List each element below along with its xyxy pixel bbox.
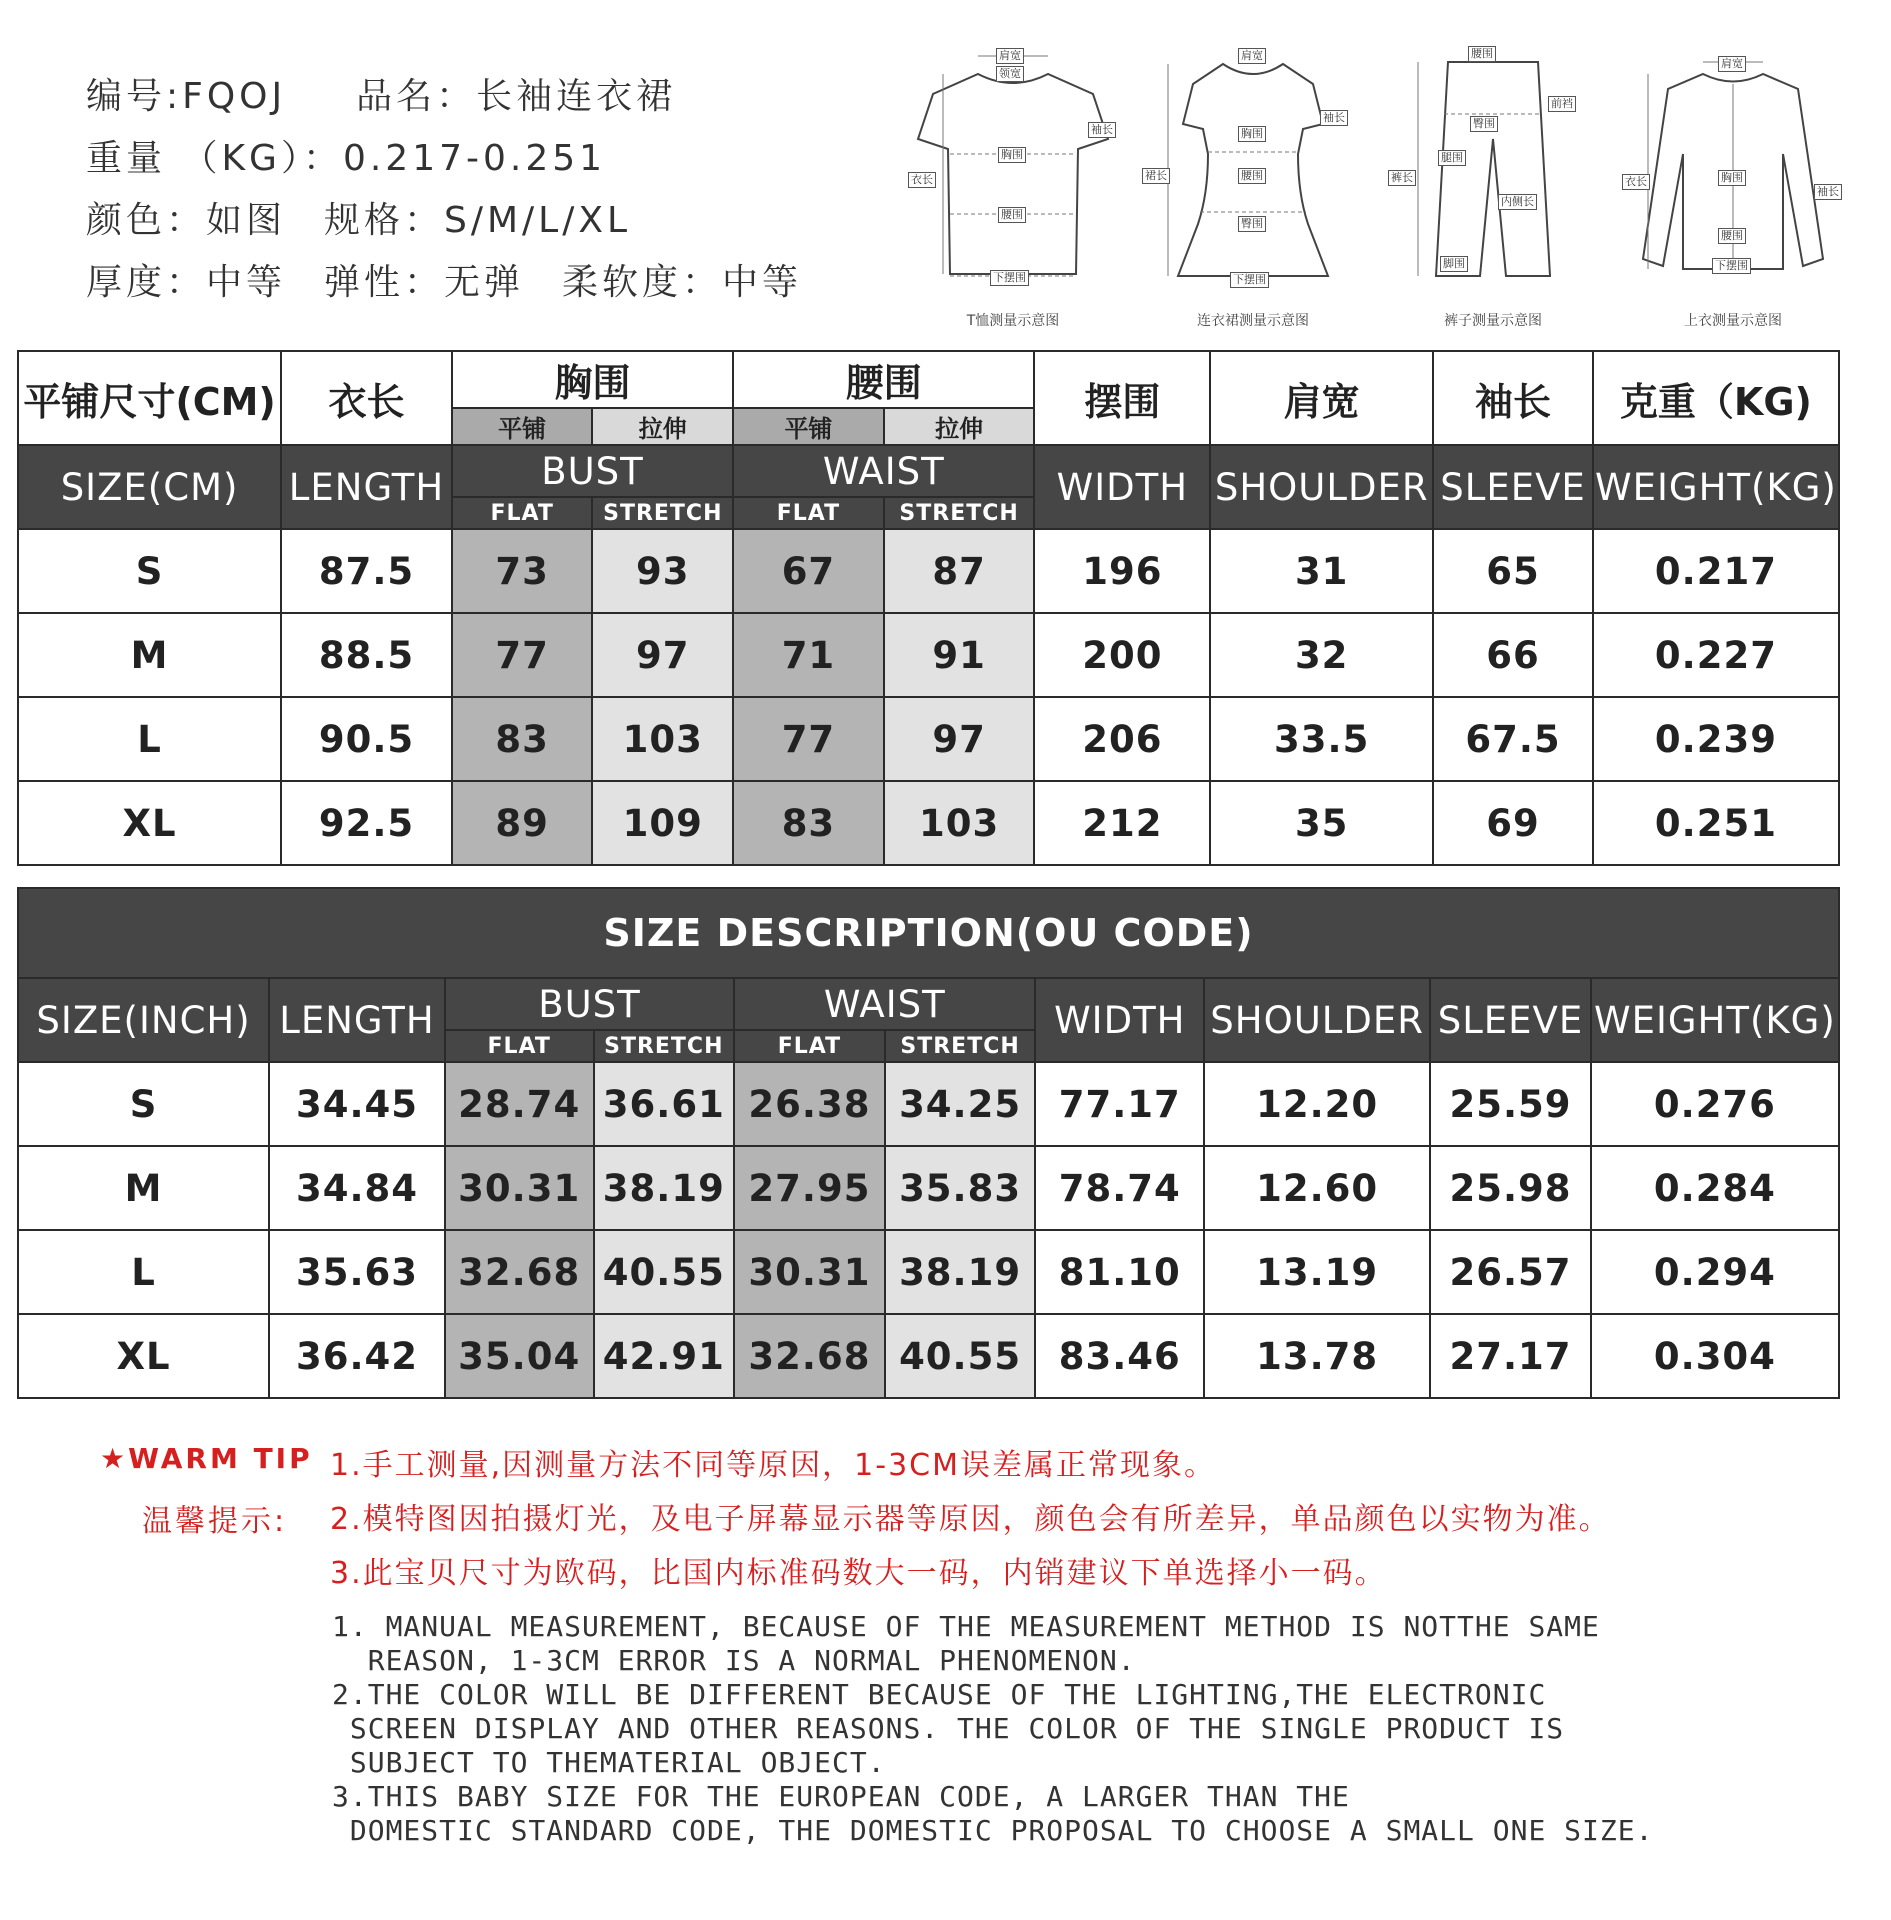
diagram-caption: 连衣裙测量示意图 [1197, 313, 1309, 329]
diagram-tag: 胸围 [998, 147, 1026, 163]
en-subheader-stretch: STRETCH [884, 497, 1035, 529]
cn-header-size: 平铺尺寸(CM) [18, 351, 281, 445]
diagram-tag: 袖长 [1088, 122, 1116, 138]
cell-size: S [18, 529, 281, 613]
diagram-caption: 裤子测量示意图 [1444, 313, 1542, 329]
cell-shoulder: 12.60 [1204, 1146, 1430, 1230]
cn-header-weight: 克重（KG) [1593, 351, 1839, 445]
table-row [18, 781, 1839, 865]
size-table-cm [17, 350, 1840, 866]
cell-bust-flat: 32.68 [445, 1230, 594, 1314]
cell-bust-stretch: 40.55 [594, 1230, 735, 1314]
cell-shoulder: 13.78 [1204, 1314, 1430, 1398]
cn-header-waist: 腰围 [733, 351, 1034, 408]
cell-shoulder: 33.5 [1210, 697, 1433, 781]
cell-width: 200 [1034, 613, 1210, 697]
cell-bust-stretch: 103 [592, 697, 733, 781]
en-header-shoulder: SHOULDER [1210, 445, 1433, 529]
cell-width: 196 [1034, 529, 1210, 613]
cn-header-sleeve: 袖长 [1433, 351, 1593, 445]
cell-waist-stretch: 87 [884, 529, 1035, 613]
cell-sleeve: 65 [1433, 529, 1593, 613]
cell-weight: 0.217 [1593, 529, 1839, 613]
diagram-tag: 腰围 [1718, 228, 1746, 244]
tip-en-text: 1. MANUAL MEASUREMENT, BECAUSE OF THE MEASUREMENT METHOD IS NOTTHE SAME REASON, 1-3CM ERROR IS A NORMAL PHENOMENON. 2.THE COLOR WILL BE DIFFERENT BECAUSE OF THE LIGHTING,THE ELECTRONIC SCREEN DISPLAY AND OTHER REASONS. THE COLOR OF THE SINGLE PRODUCT IS SUBJECT TO THEMATERIAL OBJECT. 3.THIS BABY SIZE FOR THE EUROPEAN CODE, A LARGER THAN THE DOMESTIC STANDARD CODE, THE DOMESTIC PROPOSAL TO CHOOSE A SMALL ONE SIZE. [332, 1610, 1654, 1847]
en-header-length: LENGTH [281, 445, 452, 529]
cell-weight: 0.227 [1593, 613, 1839, 697]
product-softness: 柔软度：中等 [562, 262, 803, 303]
size-description-banner: SIZE DESCRIPTION(OU CODE) [18, 888, 1839, 978]
cell-bust-stretch: 36.61 [594, 1062, 735, 1146]
cell-waist-flat: 30.31 [734, 1230, 885, 1314]
table-row [18, 1230, 1839, 1314]
cell-size: L [18, 697, 281, 781]
diagram-tag: 腰围 [1468, 46, 1496, 62]
diagram-tag: 下摆围 [1712, 258, 1751, 274]
product-weight: 重量 （KG）：0.217-0.251 [86, 138, 607, 179]
en-header-bust: BUST [445, 978, 734, 1030]
cell-size: XL [18, 1314, 269, 1398]
diagram-caption: 上衣测量示意图 [1684, 313, 1782, 329]
cell-sleeve: 66 [1433, 613, 1593, 697]
en-header-weight: WEIGHT(KG) [1593, 445, 1839, 529]
cell-size: M [18, 613, 281, 697]
info-row-fabric [86, 252, 802, 314]
product-color: 颜色：如图 [86, 200, 287, 241]
diagram-tag: 腰围 [1238, 168, 1266, 184]
cell-bust-flat: 30.31 [445, 1146, 594, 1230]
cell-shoulder: 32 [1210, 613, 1433, 697]
cell-bust-flat: 89 [452, 781, 593, 865]
cell-waist-flat: 77 [733, 697, 884, 781]
en-header-waist: WAIST [734, 978, 1035, 1030]
cell-waist-flat: 27.95 [734, 1146, 885, 1230]
cell-length: 34.45 [269, 1062, 445, 1146]
diagram-tag: 袖长 [1320, 110, 1348, 126]
tip-cn-1: 1.手工测量,因测量方法不同等原因，1-3CM误差属正常现象。 [330, 1448, 1216, 1483]
cell-bust-stretch: 42.91 [594, 1314, 735, 1398]
cell-length: 87.5 [281, 529, 452, 613]
info-row-code [86, 66, 802, 128]
cell-sleeve: 25.98 [1430, 1146, 1591, 1230]
cn-subheader-flat: 平铺 [452, 408, 593, 445]
table-row [18, 613, 1839, 697]
warm-tip-label: ★WARM TIP [100, 1442, 313, 1475]
cell-length: 34.84 [269, 1146, 445, 1230]
shirt-diagram [1618, 44, 1848, 334]
diagram-tag: 臀围 [1470, 116, 1498, 132]
en-subheader-stretch: STRETCH [885, 1030, 1036, 1062]
cn-subheader-flat: 平铺 [733, 408, 884, 445]
cell-weight: 0.284 [1591, 1146, 1839, 1230]
cell-sleeve: 27.17 [1430, 1314, 1591, 1398]
cell-width: 78.74 [1035, 1146, 1204, 1230]
product-name: 品名：长袖连衣裙 [356, 76, 677, 117]
cell-shoulder: 12.20 [1204, 1062, 1430, 1146]
pants-diagram [1378, 44, 1608, 334]
diagram-tag: 下摆围 [990, 270, 1029, 286]
cell-waist-stretch: 97 [884, 697, 1035, 781]
cell-bust-stretch: 109 [592, 781, 733, 865]
diagram-tag: 领宽 [996, 66, 1024, 82]
table-row [18, 697, 1839, 781]
en-header-width: WIDTH [1035, 978, 1204, 1062]
cell-size: L [18, 1230, 269, 1314]
cell-size: XL [18, 781, 281, 865]
cell-width: 77.17 [1035, 1062, 1204, 1146]
cell-length: 90.5 [281, 697, 452, 781]
en-header-length: LENGTH [269, 978, 445, 1062]
cell-waist-stretch: 40.55 [885, 1314, 1036, 1398]
cell-waist-flat: 32.68 [734, 1314, 885, 1398]
cn-header-width: 摆围 [1034, 351, 1210, 445]
cell-waist-flat: 71 [733, 613, 884, 697]
cell-sleeve: 26.57 [1430, 1230, 1591, 1314]
cell-length: 35.63 [269, 1230, 445, 1314]
diagram-caption: T恤测量示意图 [966, 313, 1060, 329]
en-header-size: SIZE(INCH) [18, 978, 269, 1062]
dress-diagram [1138, 44, 1368, 334]
cell-bust-flat: 73 [452, 529, 593, 613]
tip-cn-3: 3.此宝贝尺寸为欧码，比国内标准码数大一码，内销建议下单选择小一码。 [330, 1556, 1387, 1591]
cn-header-bust: 胸围 [452, 351, 733, 408]
diagram-tag: 衣长 [908, 172, 936, 188]
cell-size: S [18, 1062, 269, 1146]
cell-bust-stretch: 93 [592, 529, 733, 613]
diagram-tag: 裤长 [1388, 170, 1416, 186]
diagram-tag: 肩宽 [1238, 48, 1266, 64]
table-row [18, 1146, 1839, 1230]
product-code: 编号:FQOJ [86, 76, 287, 117]
cell-width: 83.46 [1035, 1314, 1204, 1398]
en-header-width: WIDTH [1034, 445, 1210, 529]
tip-cn-2: 2.模特图因拍摄灯光，及电子屏幕显示器等原因，颜色会有所差异，单品颜色以实物为准。 [330, 1502, 1611, 1537]
diagram-tag: 肩宽 [1718, 56, 1746, 72]
diagram-tag: 脚围 [1440, 256, 1468, 272]
cell-bust-flat: 35.04 [445, 1314, 594, 1398]
en-subheader-flat: FLAT [445, 1030, 594, 1062]
cell-bust-stretch: 97 [592, 613, 733, 697]
en-header-weight: WEIGHT(KG) [1591, 978, 1839, 1062]
diagram-tag: 下摆围 [1230, 272, 1269, 288]
size-table-inch [17, 887, 1840, 1399]
cn-subheader-stretch: 拉伸 [592, 408, 733, 445]
measurement-diagrams [888, 44, 1888, 334]
cell-waist-stretch: 103 [884, 781, 1035, 865]
en-subheader-flat: FLAT [733, 497, 884, 529]
cell-shoulder: 35 [1210, 781, 1433, 865]
cell-waist-stretch: 38.19 [885, 1230, 1036, 1314]
en-header-waist: WAIST [733, 445, 1034, 497]
cell-waist-flat: 83 [733, 781, 884, 865]
diagram-tag: 袖长 [1814, 184, 1842, 200]
en-header-sleeve: SLEEVE [1433, 445, 1593, 529]
cell-size: M [18, 1146, 269, 1230]
cell-bust-flat: 28.74 [445, 1062, 594, 1146]
cell-sleeve: 69 [1433, 781, 1593, 865]
info-row-color [86, 190, 802, 252]
diagram-tag: 腰围 [998, 207, 1026, 223]
en-subheader-stretch: STRETCH [594, 1030, 735, 1062]
en-header-sleeve: SLEEVE [1430, 978, 1591, 1062]
cell-length: 92.5 [281, 781, 452, 865]
cell-sleeve: 25.59 [1430, 1062, 1591, 1146]
en-header-size: SIZE(CM) [18, 445, 281, 529]
product-info [86, 66, 802, 314]
cell-waist-stretch: 34.25 [885, 1062, 1036, 1146]
cn-header-length: 衣长 [281, 351, 452, 445]
cell-waist-flat: 26.38 [734, 1062, 885, 1146]
cell-length: 36.42 [269, 1314, 445, 1398]
cell-bust-stretch: 38.19 [594, 1146, 735, 1230]
table-row [18, 1314, 1839, 1398]
cell-weight: 0.276 [1591, 1062, 1839, 1146]
diagram-tag: 腿围 [1438, 150, 1466, 166]
product-spec: 规格：S/M/L/XL [324, 200, 632, 241]
cell-waist-stretch: 91 [884, 613, 1035, 697]
diagram-tag: 前裆 [1548, 96, 1576, 112]
en-header-shoulder: SHOULDER [1204, 978, 1430, 1062]
cell-weight: 0.251 [1593, 781, 1839, 865]
cell-bust-flat: 77 [452, 613, 593, 697]
cell-shoulder: 13.19 [1204, 1230, 1430, 1314]
cell-waist-stretch: 35.83 [885, 1146, 1036, 1230]
en-subheader-stretch: STRETCH [592, 497, 733, 529]
diagram-tag: 肩宽 [996, 48, 1024, 64]
cell-width: 212 [1034, 781, 1210, 865]
table-row [18, 1062, 1839, 1146]
en-subheader-flat: FLAT [452, 497, 593, 529]
product-elasticity: 弹性：无弹 [324, 262, 525, 303]
cell-shoulder: 31 [1210, 529, 1433, 613]
diagram-tag: 胸围 [1718, 170, 1746, 186]
cell-weight: 0.239 [1593, 697, 1839, 781]
en-subheader-flat: FLAT [734, 1030, 885, 1062]
product-thickness: 厚度：中等 [86, 262, 287, 303]
cell-width: 81.10 [1035, 1230, 1204, 1314]
cn-subheader-stretch: 拉伸 [884, 408, 1035, 445]
cell-width: 206 [1034, 697, 1210, 781]
cell-length: 88.5 [281, 613, 452, 697]
cell-sleeve: 67.5 [1433, 697, 1593, 781]
diagram-tag: 裙长 [1142, 168, 1170, 184]
cell-bust-flat: 83 [452, 697, 593, 781]
en-header-bust: BUST [452, 445, 733, 497]
cn-header-shoulder: 肩宽 [1210, 351, 1433, 445]
diagram-tag: 臀围 [1238, 216, 1266, 232]
diagram-tag: 内侧长 [1498, 194, 1537, 210]
cell-weight: 0.294 [1591, 1230, 1839, 1314]
diagram-tag: 衣长 [1622, 174, 1650, 190]
diagram-tag: 胸围 [1238, 126, 1266, 142]
table-row [18, 529, 1839, 613]
cell-weight: 0.304 [1591, 1314, 1839, 1398]
warm-tip-label-cn: 温馨提示: [142, 1504, 288, 1539]
tshirt-diagram [898, 44, 1128, 334]
cell-waist-flat: 67 [733, 529, 884, 613]
